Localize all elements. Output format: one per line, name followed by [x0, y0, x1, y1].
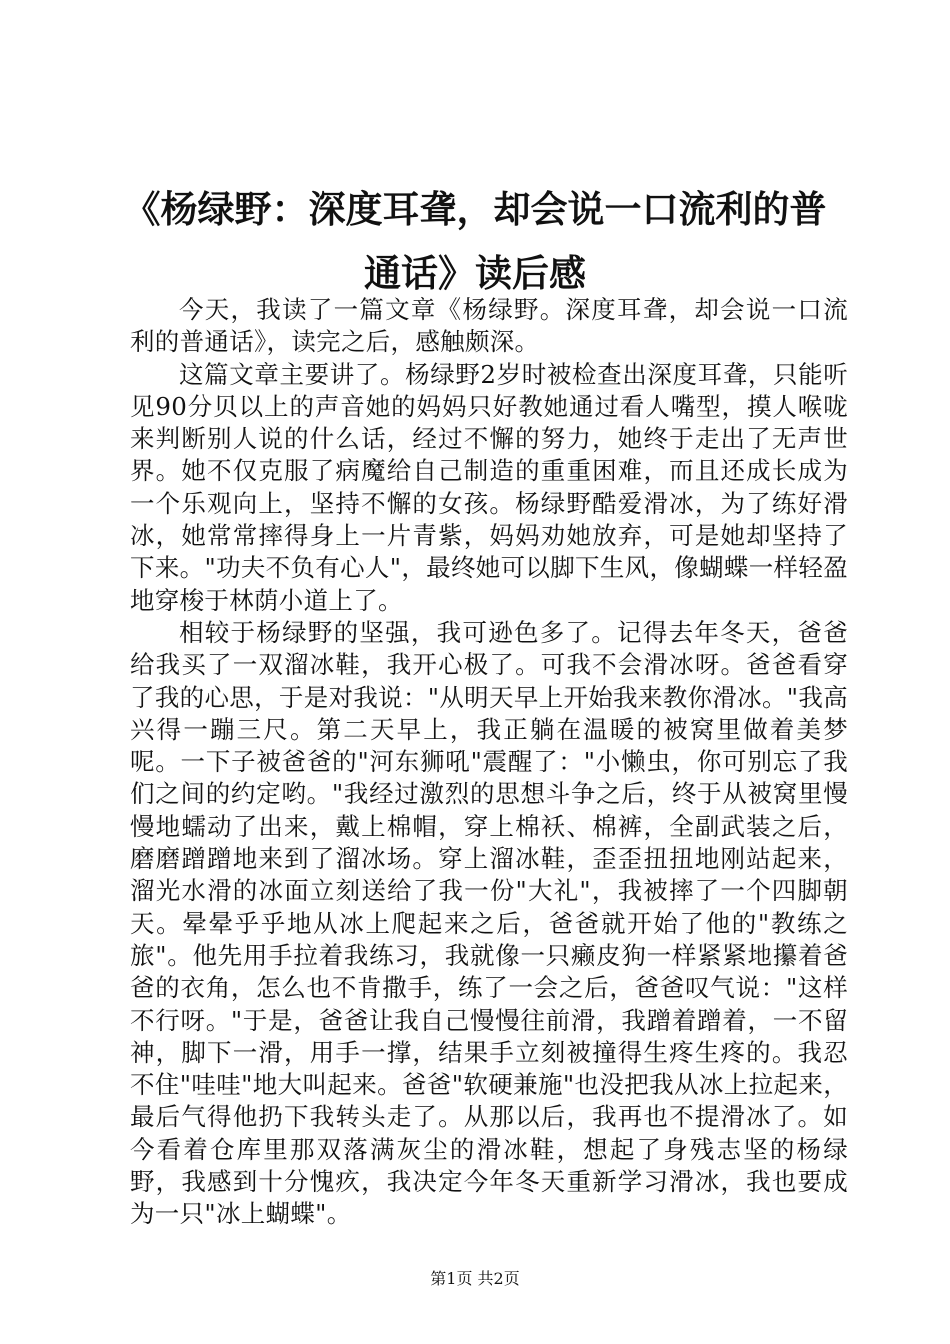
- page-number-footer: 第1页 共2页: [430, 1269, 520, 1288]
- document-title: 《杨绿野：深度耳聋，却会说一口流利的普通话》读后感: [123, 188, 827, 295]
- paragraph-summary: 这篇文章主要讲了。杨绿野2岁时被检查出深度耳聋，只能听见90分贝以上的声音她的妈妈只好教她通过看人嘴型，摸人喉咙来判断别人说的什么话，经过不懈的努力，她终于走出了无声世界。她不仅克服了病魔给自己制造的重重困难，而且还成长成为一个乐观向上，坚持不懈的女孩。杨绿野酷爱滑冰，为了练好滑冰，她常常摔得身上一片青紫，妈妈劝她放弃，可是她却坚持了下来。"功夫不负有心人"，最终她可以脚下生风，像蝴蝶一样轻盈地穿梭于林荫小道上了。: [130, 359, 848, 615]
- paragraph-reflection: 相较于杨绿野的坚强，我可逊色多了。记得去年冬天，爸爸给我买了一双溜冰鞋，我开心极了。可我不会滑冰呀。爸爸看穿了我的心思，于是对我说："从明天早上开始我来教你滑冰。"我高兴得一蹦三尺。第二天早上，我正躺在温暖的被窝里做着美梦呢。一下子被爸爸的"河东狮吼"震醒了："小懒虫，你可别忘了我们之间的约定哟。"我经过激烈的思想斗争之后，终于从被窝里慢慢地蠕动了出来，戴上棉帽，穿上棉袄、棉裤，全副武装之后，磨磨蹭蹭地来到了溜冰场。穿上溜冰鞋，歪歪扭扭地刚站起来，溜光水滑的冰面立刻送给了我一份"大礼"，我被摔了一个四脚朝天。晕晕乎乎地从冰上爬起来之后，爸爸就开始了他的"教练之旅"。他先用手拉着我练习，我就像一只癞皮狗一样紧紧地攥着爸爸的衣角，怎么也不肯撒手，练了一会之后，爸爸叹气说："这样不行呀。"于是，爸爸让我自己慢慢往前滑，我蹭着蹭着，一不留神，脚下一滑，用手一撑，结果手立刻被撞得生疼生疼的。我忍不住"哇哇"地大叫起来。爸爸"软硬兼施"也没把我从冰上拉起来，最后气得他扔下我转头走了。从那以后，我再也不提滑冰了。如今看着仓库里那双落满灰尘的滑冰鞋，想起了身残志坚的杨绿野，我感到十分愧疚，我决定今年冬天重新学习滑冰，我也要成为一只"冰上蝴蝶"。: [130, 617, 848, 1229]
- paragraph-intro: 今天，我读了一篇文章《杨绿野。深度耳聋，却会说一口流利的普通话》，读完之后，感触颇深。: [130, 295, 848, 357]
- document-body: [130, 294, 848, 1231]
